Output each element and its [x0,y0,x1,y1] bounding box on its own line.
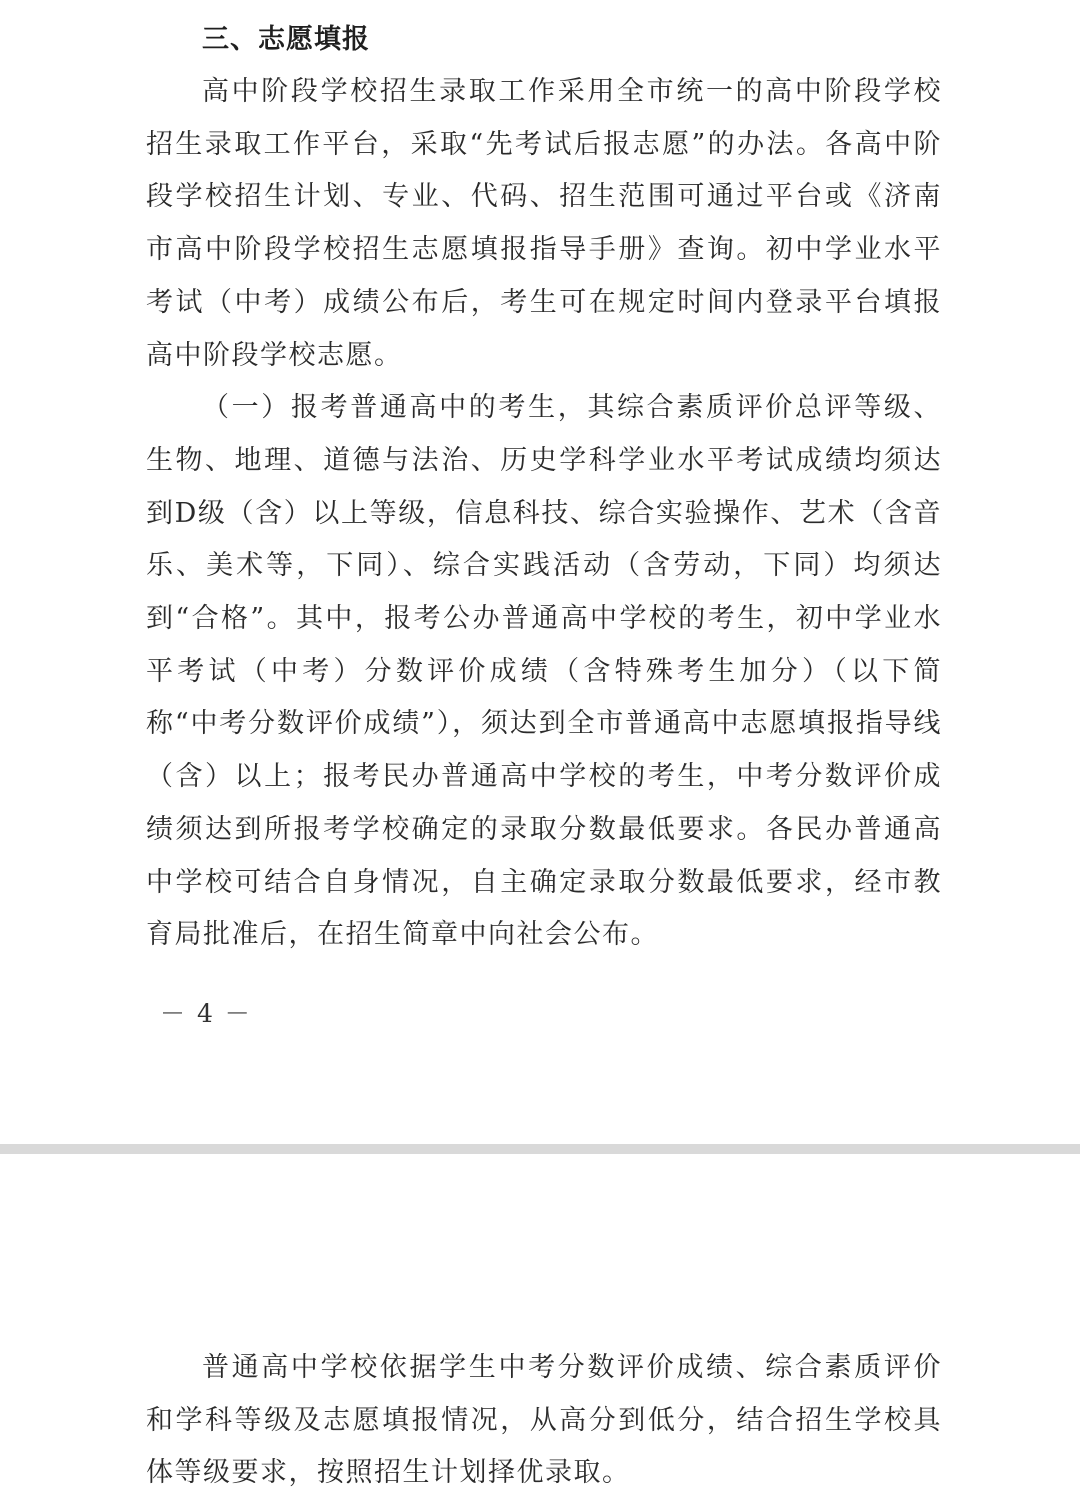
section-heading: 三、志愿填报 [202,24,370,55]
document-page-5 [0,1154,1080,1496]
page-separator [0,1144,1080,1154]
paragraph-admission-rule: 普通高中学校依据学生中考分数评价成绩、综合素质评价和学科等级及志愿填报情况，从高分到低分，结合招生学校具体等级要求，按照招生计划择优录取。 [146,1352,942,1489]
paragraph-intro: 高中阶段学校招生录取工作采用全市统一的高中阶段学校招生录取工作平台，采取“先考试后报志愿”的办法。各高中阶段学校招生计划、专业、代码、招生范围可通过平台或《济南市高中阶段学校招生志愿填报指导手册》查询。初中学业水平考试（中考）成绩公布后，考生可在规定时间内登录平台填报高中阶段学校志愿。 [146,76,942,371]
page-number: － 4 － [160,999,252,1028]
paragraph-item-1: （一）报考普通高中的考生，其综合素质评价总评等级、生物、地理、道德与法治、历史学科学业水平考试成绩均须达到D级（含）以上等级，信息科技、综合实验操作、艺术（含音乐、美术等，下同）、综合实践活动（含劳动，下同）均须达到“合格”。其中，报考公办普通高中学校的考生，初中学业水平考试（中考）分数评价成绩（含特殊考生加分）（以下简称“中考分数评价成绩”），须达到全市普通高中志愿填报指导线（含）以上；报考民办普通高中学校的考生，中考分数评价成绩须达到所报考学校确定的录取分数最低要求。各民办普通高中学校可结合自身情况，自主确定录取分数最低要求，经市教育局批准后，在招生简章中向社会公布。 [146,392,942,951]
page-content [146,14,942,962]
page-content [146,1342,942,1500]
